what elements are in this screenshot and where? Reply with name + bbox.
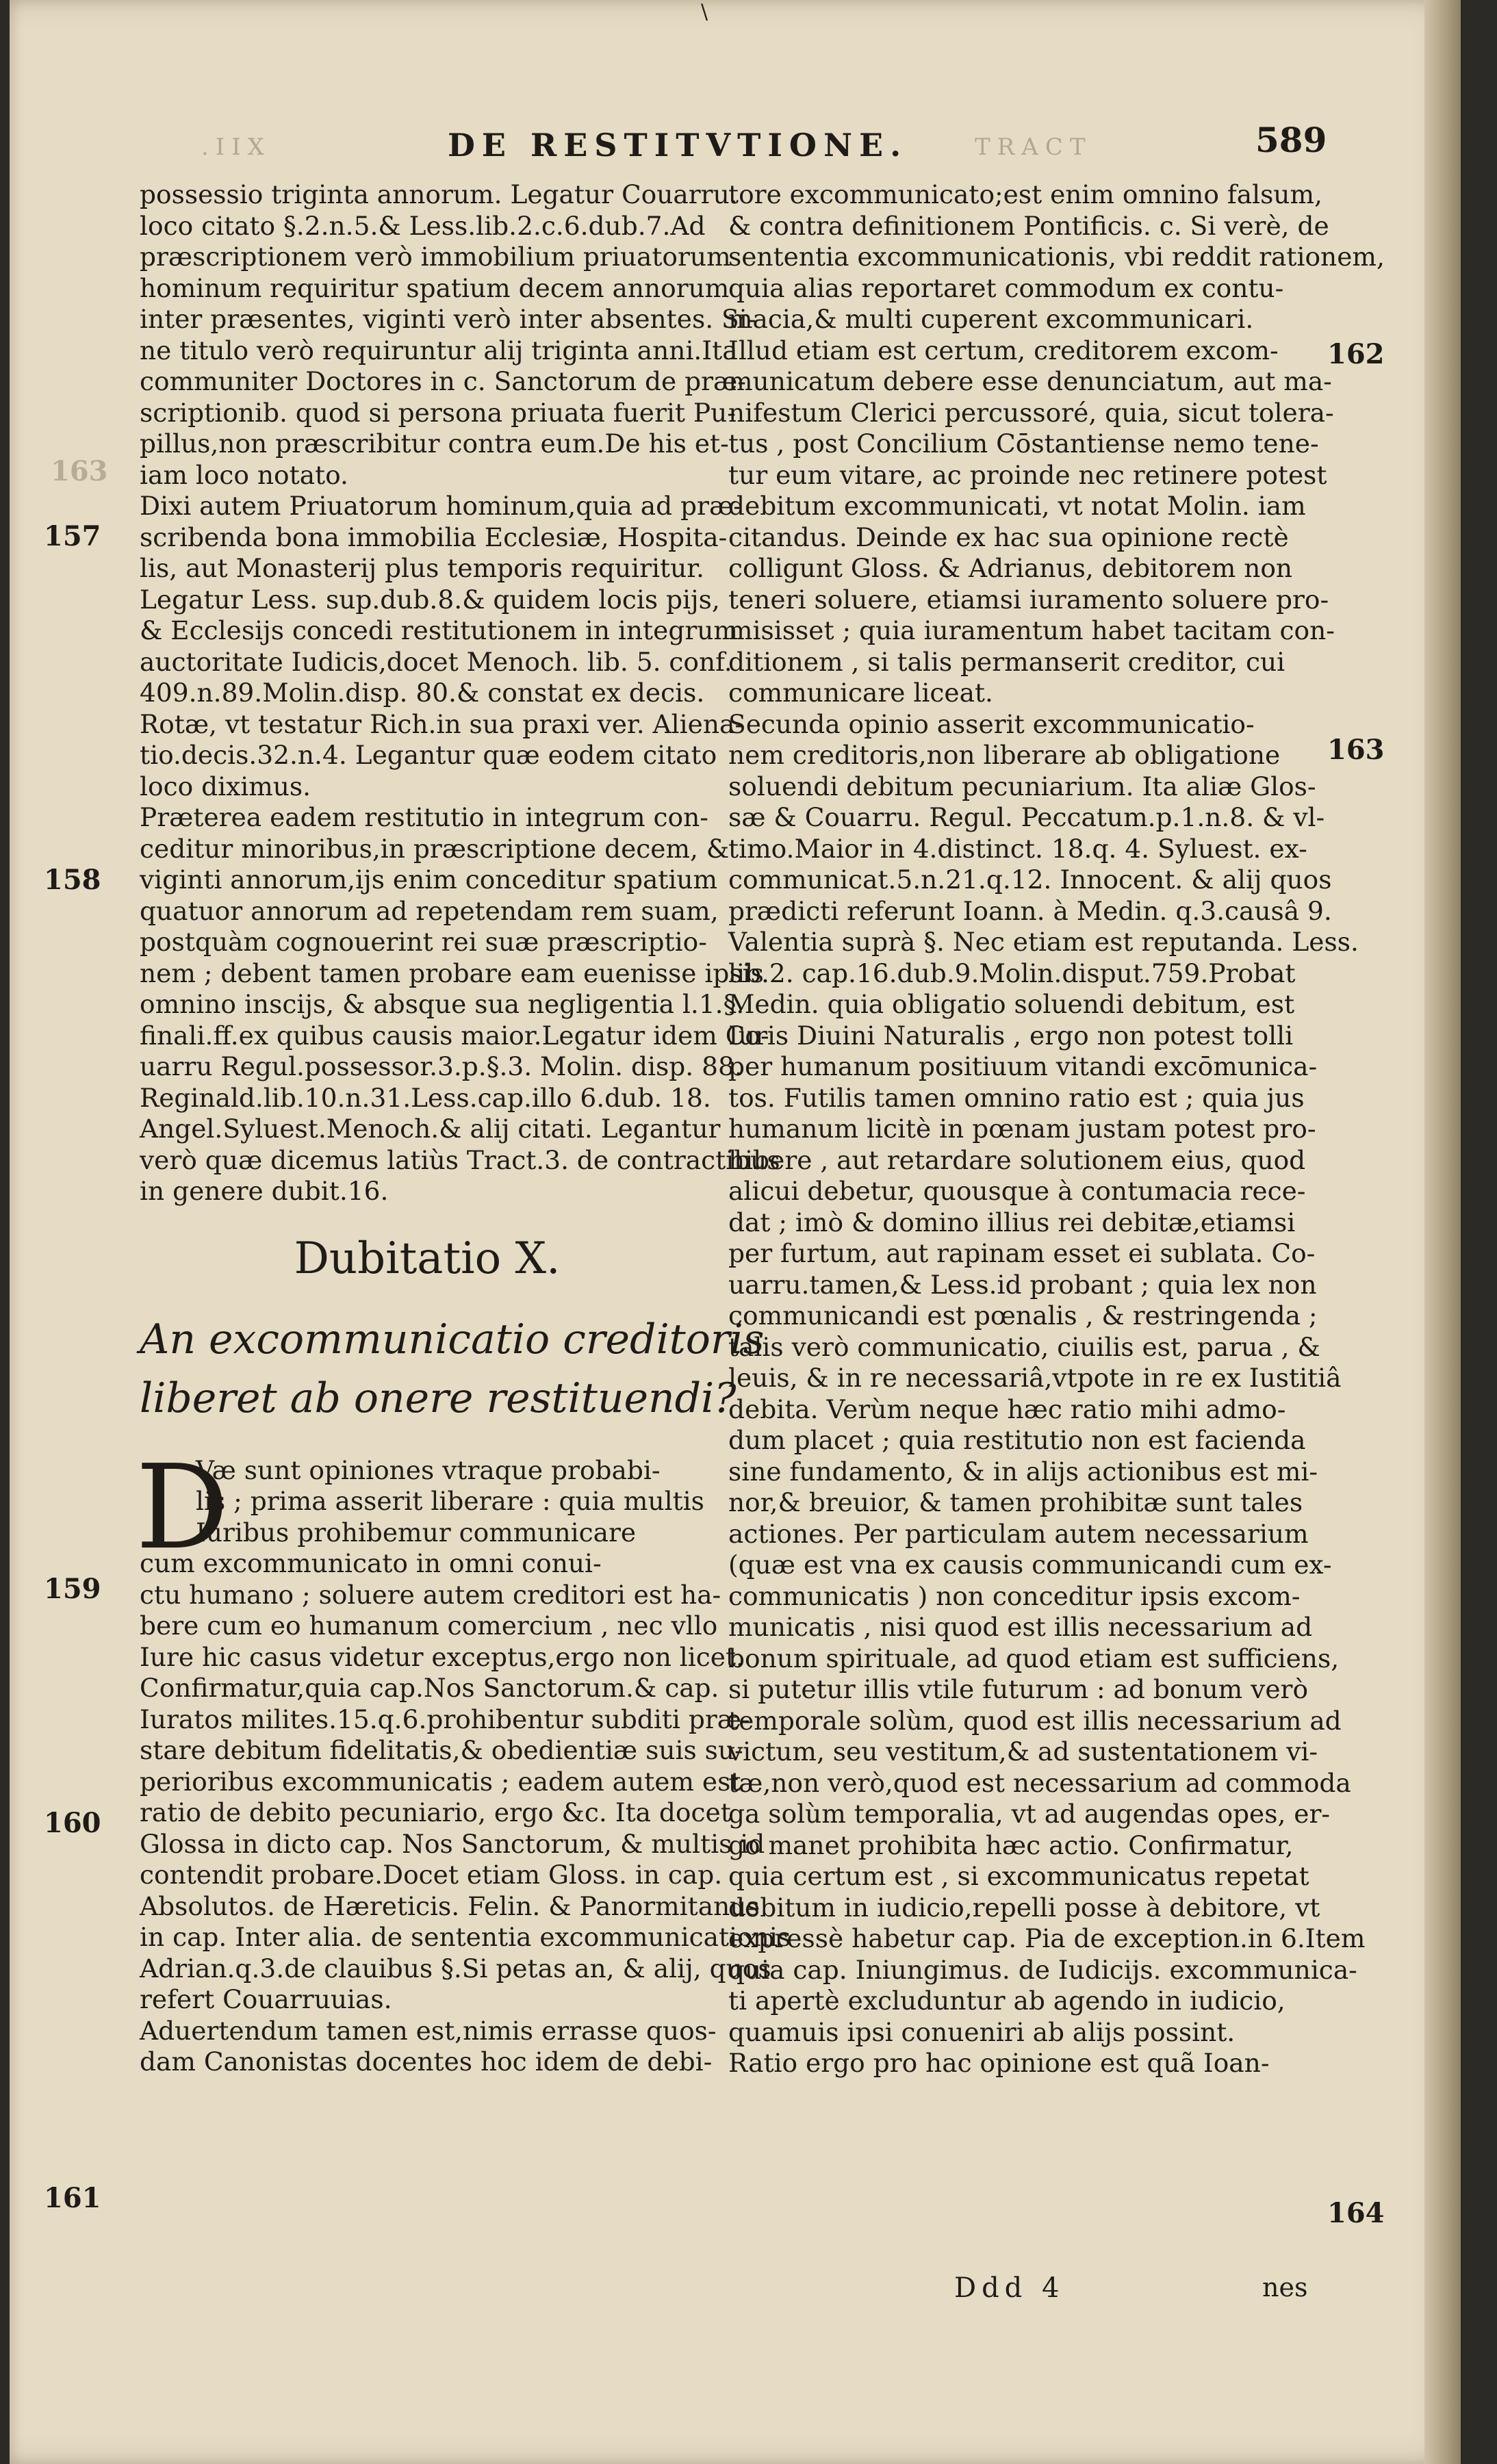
text-line: leuis, & in re necessariâ,vtpote in re ex Iustitiâ <box>728 1363 1342 1393</box>
text-line: dum placet ; quia restitutio non est facienda <box>728 1425 1306 1455</box>
text-line: Glossa in dicto cap. Nos Sanctorum, & multis id <box>140 1828 765 1859</box>
question-heading-line-1: An excommunicatio creditoris <box>140 1315 765 1363</box>
text-line: Dixi autem Priuatorum hominum,quia ad præ- <box>140 491 742 521</box>
text-line: quia alias reportaret commodum ex contu- <box>728 272 1284 303</box>
text-line: in cap. Inter alia. de sententia excommunicationis <box>140 1922 791 1952</box>
text-line: actiones. Per particulam autem necessarium <box>728 1518 1309 1549</box>
text-line: communicatis ) non conceditur ipsis excom- <box>728 1580 1301 1611</box>
text-line: ditionem , si talis permanserit creditor, cui <box>728 646 1285 677</box>
text-line: perioribus excommunicatis ; eadem autem est <box>140 1766 741 1797</box>
drop-capital: D <box>136 1439 229 1576</box>
text-line: debita. Verùm neque hæc ratio mihi admo- <box>728 1394 1286 1424</box>
text-line: communicat.5.n.21.q.12. Innocent. & alij quos <box>728 864 1332 895</box>
text-line: alicui debetur, quousque à contumacia rece- <box>728 1176 1306 1206</box>
running-title: DE RESTITVTIONE. <box>448 127 908 164</box>
text-line: & Ecclesijs concedi restitutionem in integrum <box>140 615 738 645</box>
text-line: inter præsentes, viginti verò inter absentes. Si- <box>140 304 756 334</box>
text-line: ctu humano ; soluere autem creditori est ha- <box>140 1579 721 1610</box>
text-line: finali.ff.ex quibus causis maior.Legatur idem Co- <box>140 1020 769 1051</box>
text-line: dat ; imò & domino illius rei debitæ,etiamsi <box>728 1207 1296 1237</box>
text-line: sententia excommunicationis, vbi reddit rationem, <box>728 242 1385 272</box>
text-line: tæ,non verò,quod est necessarium ad commoda <box>728 1767 1351 1798</box>
margin-number-162: 162 <box>1327 338 1385 370</box>
text-line: Iure hic casus videtur exceptus,ergo non licet. <box>140 1641 744 1672</box>
margin-number-158: 158 <box>44 864 101 896</box>
text-line: nifestum Clerici percussoré, quia, sicut tolera- <box>728 397 1334 428</box>
text-line: contendit probare.Docet etiam Gloss. in cap. <box>140 1860 723 1890</box>
header-bleedthrough-left: .IIX <box>201 133 271 161</box>
text-line: Medin. quia obligatio soluendi debitum, est <box>728 989 1295 1019</box>
text-line: viginti annorum,ijs enim conceditur spatium <box>140 864 718 895</box>
text-line: auctoritate Iudicis,docet Menoch. lib. 5. conf. <box>140 646 732 677</box>
text-line: nem creditoris,non liberare ab obligatione <box>728 740 1281 770</box>
text-line: Iuris Diuini Naturalis , ergo non potest tolli <box>728 1020 1294 1051</box>
text-line: nor,& breuior, & tamen prohibitæ sunt tales <box>728 1487 1303 1517</box>
question-heading-line-2: liberet ab onere restituendi? <box>140 1374 737 1422</box>
margin-bleedthrough-number: 163 <box>51 455 108 487</box>
text-line: Adrian.q.3.de clauibus §.Si petas an, & alij, quos <box>140 1953 771 1984</box>
text-line: Ratio ergo pro hac opinione est quã Ioan- <box>728 2048 1270 2078</box>
page-number: 589 <box>1255 120 1327 160</box>
text-line: Iuribus prohibemur communicare <box>196 1517 637 1548</box>
text-line: loco citato §.2.n.5.& Less.lib.2.c.6.dub.7.Ad <box>140 210 706 241</box>
text-line: ceditur minoribus,in præscriptione decem, & <box>140 833 730 864</box>
text-line: tur eum vitare, ac proinde nec retinere potest <box>728 459 1327 490</box>
text-line: uarru.tamen,& Less.id probant ; quia lex non <box>728 1269 1317 1300</box>
text-line: communicandi est pœnalis , & restringenda ; <box>728 1300 1318 1331</box>
text-line: iam loco notato. <box>140 459 348 490</box>
text-line: timo.Maior in 4.distinct. 18.q. 4. Syluest. ex- <box>728 833 1307 864</box>
text-line: lis ; prima asserit liberare : quia multis <box>196 1486 704 1516</box>
text-line: stare debitum fidelitatis,& obedientiæ suis su- <box>140 1735 743 1765</box>
text-line: Secunda opinio asserit excommunicatio- <box>728 708 1255 739</box>
text-line: 409.n.89.Molin.disp. 80.& constat ex decis. <box>140 678 705 708</box>
text-line: expressè habetur cap. Pia de exception.in 6.Item <box>728 1923 1366 1953</box>
left-column <box>136 179 791 2078</box>
text-line: temporale solùm, quod est illis necessarium ad <box>728 1705 1342 1736</box>
text-line: lis, aut Monasterij plus temporis requiritur. <box>140 553 704 583</box>
header-bleedthrough-right: TRACT <box>975 133 1092 161</box>
text-line: colligunt Gloss. & Adrianus, debitorem non <box>728 553 1293 583</box>
text-line: bere cum eo humanum comercium , nec vllo <box>140 1610 718 1641</box>
catchword: nes <box>1262 2272 1308 2302</box>
text-line: si putetur illis vtile futurum : ad bonum verò <box>728 1674 1309 1704</box>
margin-number-157: 157 <box>44 520 101 552</box>
left-column-bottom-text <box>140 1548 791 2078</box>
text-line: tus , post Concilium Cōstantiense nemo tene- <box>728 428 1319 459</box>
text-line: per humanum positiuum vitandi excōmunica- <box>728 1051 1318 1081</box>
text-line: per furtum, aut rapinam esset ei sublata. Co- <box>728 1238 1316 1268</box>
text-line: ti apertè excluduntur ab agendo in iudicio, <box>728 1986 1285 2016</box>
text-line: verò quæ dicemus latiùs Tract.3. de contractibus <box>140 1144 780 1175</box>
text-line: scribenda bona immobilia Ecclesiæ, Hospita- <box>140 522 728 552</box>
margin-number-160: 160 <box>44 1807 101 1839</box>
text-line: pillus,non præscribitur contra eum.De his et- <box>140 428 729 459</box>
text-line: refert Couarruuias. <box>140 1984 392 2014</box>
text-line: ratio de debito pecuniario, ergo &c. Ita docet <box>140 1797 731 1827</box>
left-column-top-text <box>140 179 780 1207</box>
text-line: municatum debere esse denunciatum, aut ma- <box>728 366 1332 396</box>
text-line: Illud etiam est certum, creditorem excom- <box>728 335 1279 365</box>
text-line: municatis , nisi quod est illis necessarium ad <box>728 1612 1313 1642</box>
margin-number-163: 163 <box>1327 734 1385 766</box>
text-line: bonum spirituale, ad quod etiam est sufficiens, <box>728 1643 1340 1673</box>
text-line: tore excommunicato;est enim omnino falsum, <box>728 179 1322 209</box>
text-line: Iuratos milites.15.q.6.prohibentur subditi præ- <box>140 1704 750 1734</box>
margin-number-161: 161 <box>44 2182 101 2214</box>
text-line: nem ; debent tamen probare eam euenisse ipsis <box>140 958 764 988</box>
text-line: hibere , aut retardare solutionem eius, quod <box>728 1144 1306 1175</box>
text-line: Angel.Syluest.Menoch.& alij citati. Legantur <box>140 1114 721 1144</box>
text-line: quia cap. Iniungimus. de Iudicijs. excommunica- <box>728 1954 1357 1985</box>
text-line: tio.decis.32.n.4. Legantur quæ eodem citato <box>140 740 717 770</box>
text-line: Rotæ, vt testatur Rich.in sua praxi ver. Aliena- <box>140 708 744 739</box>
text-line: humanum licitè in pœnam justam potest pro- <box>728 1114 1316 1144</box>
text-line: loco diximus. <box>140 771 311 801</box>
text-line: quatuor annorum ad repetendam rem suam, <box>140 895 719 926</box>
text-line: quamuis ipsi conueniri ab alijs possint. <box>728 2016 1236 2047</box>
text-line: quia certum est , si excommunicatus repetat <box>728 1861 1309 1891</box>
text-line: Absolutos. de Hæreticis. Felin. & Panormitanus <box>140 1890 760 1921</box>
text-line: talis verò communicatio, ciuilis est, parua , & <box>728 1331 1320 1362</box>
text-line: uarru Regul.possessor.3.p.§.3. Molin. disp. 88. <box>140 1051 743 1081</box>
text-line: soluendi debitum pecuniarium. Ita aliæ Glos- <box>728 771 1316 801</box>
signature-mark: Ddd 4 <box>954 2272 1065 2304</box>
text-line: sæ & Couarru. Regul. Peccatum.p.1.n.8. & vl- <box>728 802 1325 832</box>
text-line: cum excommunicato in omni conui- <box>140 1548 602 1578</box>
text-line: dam Canonistas docentes hoc idem de debi- <box>140 2046 713 2077</box>
text-line: Præterea eadem restitutio in integrum con- <box>140 802 708 832</box>
text-line: debitum in iudicio,repelli posse à debitore, vt <box>728 1892 1320 1923</box>
text-line: ne titulo verò requiruntur alij triginta anni.Ita <box>140 335 738 365</box>
text-line: & contra definitionem Pontificis. c. Si verè, de <box>728 210 1329 241</box>
text-line: prædicti referunt Ioann. à Medin. q.3.causâ 9. <box>728 895 1332 926</box>
text-line: Valentia suprà §. Nec etiam est reputanda. Less. <box>728 927 1359 957</box>
text-line: victum, seu vestitum,& ad sustentationem vi- <box>728 1736 1318 1767</box>
text-line: præscriptionem verò immobilium priuatorum <box>140 242 731 272</box>
text-line: postquàm cognouerint rei suæ præscriptio- <box>140 927 707 957</box>
text-line: debitum excommunicati, vt notat Molin. iam <box>728 491 1306 521</box>
text-line: (quæ est vna ex causis communicandi cum ex- <box>728 1550 1332 1580</box>
text-line: hominum requiritur spatium decem annorum <box>140 272 730 303</box>
text-line: Aduertendum tamen est,nimis errasse quos- <box>140 2015 717 2046</box>
text-line: ga solùm temporalia, vt ad augendas opes, er- <box>728 1799 1331 1829</box>
text-line: scriptionib. quod si persona priuata fuerit Pu- <box>140 397 736 428</box>
text-line: citandus. Deinde ex hac sua opinione rectè <box>728 522 1289 552</box>
text-line: Væ sunt opiniones vtraque probabi- <box>196 1454 661 1485</box>
text-line: teneri soluere, etiamsi iuramento soluere pro- <box>728 584 1329 615</box>
text-line: sine fundamento, & in alijs actionibus est mi- <box>728 1456 1318 1487</box>
text-line: omnino inscijs, & absque sua negligentia l.1.§. <box>140 989 745 1019</box>
text-line: misisset ; quia iuramentum habet tacitam con- <box>728 615 1335 645</box>
text-line: possessio triginta annorum. Legatur Couarru. <box>140 179 738 209</box>
margin-number-164: 164 <box>1327 2197 1385 2229</box>
text-line: lib.2. cap.16.dub.9.Molin.disput.759.Probat <box>728 958 1296 988</box>
text-line: go manet prohibita hæc actio. Confirmatur, <box>728 1830 1294 1860</box>
text-line: Reginald.lib.10.n.31.Less.cap.illo 6.dub. 18. <box>140 1082 711 1113</box>
running-header <box>146 120 1327 175</box>
text-line: Legatur Less. sup.dub.8.& quidem locis pijs, <box>140 584 720 615</box>
book-page <box>10 0 1461 2464</box>
text-line: communicare liceat. <box>728 678 993 708</box>
dubitatio-heading: Dubitatio X. <box>294 1233 561 1284</box>
tick-mark: \ <box>701 0 708 24</box>
margin-number-159: 159 <box>44 1573 101 1605</box>
text-line: communiter Doctores in c. Sanctorum de præ- <box>140 366 746 396</box>
text-line: macia,& multi cuperent excommunicari. <box>728 304 1254 334</box>
text-line: in genere dubit.16. <box>140 1176 389 1206</box>
text-line: tos. Futilis tamen omnino ratio est ; quia jus <box>728 1082 1305 1113</box>
book-spine <box>1424 0 1461 2464</box>
text-line: Confirmatur,quia cap.Nos Sanctorum.& cap. <box>140 1673 719 1703</box>
